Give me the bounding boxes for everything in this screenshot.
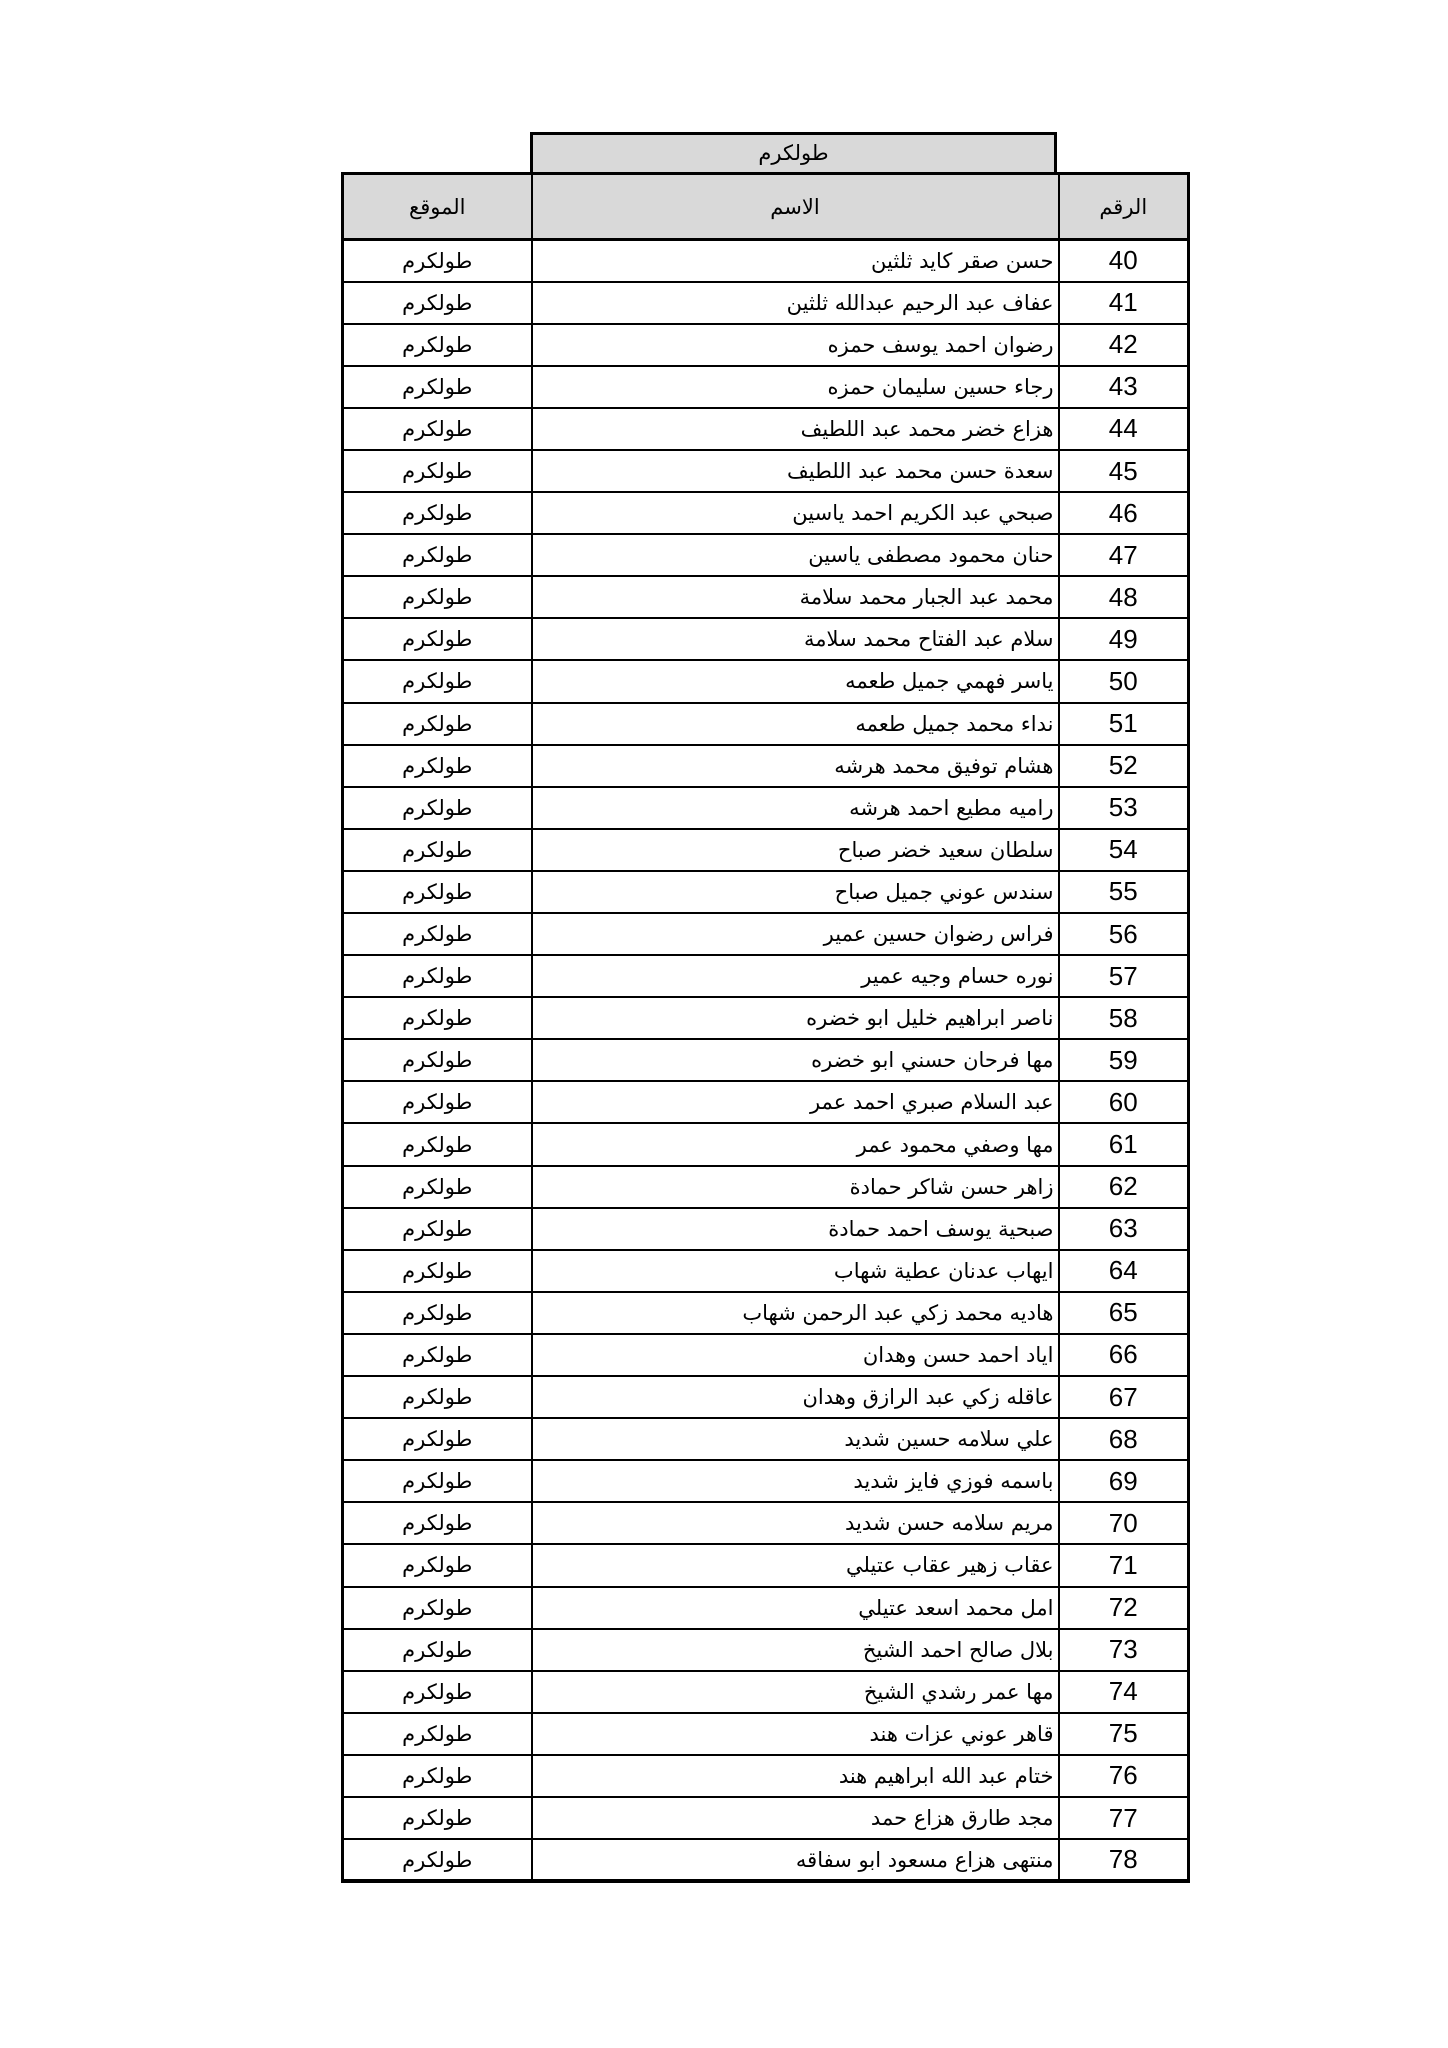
table-row xyxy=(343,1629,1189,1671)
location-cell: طولكرم xyxy=(343,997,532,1039)
location-cell: طولكرم xyxy=(343,282,532,324)
person-name-cell: سلطان سعيد خضر صباح xyxy=(532,829,1059,871)
person-name-cell: باسمه فوزي فايز شديد xyxy=(532,1460,1059,1502)
person-name-cell: هشام توفيق محمد هرشه xyxy=(532,745,1059,787)
table-row xyxy=(343,660,1189,702)
row-number-cell: 62 xyxy=(1059,1166,1189,1208)
location-cell: طولكرم xyxy=(343,745,532,787)
row-number-cell: 70 xyxy=(1059,1502,1189,1544)
location-cell: طولكرم xyxy=(343,1292,532,1334)
person-name-cell: ناصر ابراهيم خليل ابو خضره xyxy=(532,997,1059,1039)
person-name-cell: عاقله زكي عبد الرازق وهدان xyxy=(532,1376,1059,1418)
location-cell: طولكرم xyxy=(343,1460,532,1502)
location-cell: طولكرم xyxy=(343,240,532,282)
table-row xyxy=(343,576,1189,618)
location-cell: طولكرم xyxy=(343,703,532,745)
location-cell: طولكرم xyxy=(343,1039,532,1081)
table-row xyxy=(343,324,1189,366)
table-row xyxy=(343,955,1189,997)
table-row xyxy=(343,1755,1189,1797)
table-row xyxy=(343,492,1189,534)
table-row xyxy=(343,1797,1189,1839)
person-name-cell: نوره حسام وجيه عمير xyxy=(532,955,1059,997)
person-name-cell: قاهر عوني عزات هند xyxy=(532,1713,1059,1755)
person-name-cell: اياد احمد حسن وهدان xyxy=(532,1334,1059,1376)
table-row xyxy=(343,913,1189,955)
table-row xyxy=(343,1544,1189,1586)
location-cell: طولكرم xyxy=(343,1587,532,1629)
row-number-cell: 50 xyxy=(1059,660,1189,702)
table-row xyxy=(343,1671,1189,1713)
location-cell: طولكرم xyxy=(343,1166,532,1208)
person-name-cell: راميه مطيع احمد هرشه xyxy=(532,787,1059,829)
location-cell: طولكرم xyxy=(343,913,532,955)
location-cell: طولكرم xyxy=(343,955,532,997)
location-cell: طولكرم xyxy=(343,787,532,829)
row-number-cell: 52 xyxy=(1059,745,1189,787)
person-name-cell: رضوان احمد يوسف حمزه xyxy=(532,324,1059,366)
person-name-cell: صبحي عبد الكريم احمد ياسين xyxy=(532,492,1059,534)
table-row xyxy=(343,1208,1189,1250)
person-name-cell: عفاف عبد الرحيم عبدالله ثلثين xyxy=(532,282,1059,324)
person-name-cell: حنان محمود مصطفى ياسين xyxy=(532,534,1059,576)
location-cell: طولكرم xyxy=(343,1671,532,1713)
person-name-cell: سلام عبد الفتاح محمد سلامة xyxy=(532,618,1059,660)
row-number-cell: 54 xyxy=(1059,829,1189,871)
name-column-header: الاسم xyxy=(532,174,1059,240)
location-cell: طولكرم xyxy=(343,1755,532,1797)
table-row xyxy=(343,745,1189,787)
row-number-cell: 73 xyxy=(1059,1629,1189,1671)
location-cell: طولكرم xyxy=(343,1081,532,1123)
row-number-cell: 76 xyxy=(1059,1755,1189,1797)
person-name-cell: مها فرحان حسني ابو خضره xyxy=(532,1039,1059,1081)
location-cell: طولكرم xyxy=(343,618,532,660)
person-name-cell: بلال صالح احمد الشيخ xyxy=(532,1629,1059,1671)
location-cell: طولكرم xyxy=(343,1250,532,1292)
row-number-cell: 72 xyxy=(1059,1587,1189,1629)
location-cell: طولكرم xyxy=(343,871,532,913)
person-name-cell: نداء محمد جميل طعمه xyxy=(532,703,1059,745)
person-name-cell: عقاب زهير عقاب عتيلي xyxy=(532,1544,1059,1586)
location-cell: طولكرم xyxy=(343,408,532,450)
row-number-cell: 75 xyxy=(1059,1713,1189,1755)
row-number-cell: 45 xyxy=(1059,450,1189,492)
location-cell: طولكرم xyxy=(343,1544,532,1586)
location-column-header: الموقع xyxy=(343,174,532,240)
person-name-cell: امل محمد اسعد عتيلي xyxy=(532,1587,1059,1629)
table-row xyxy=(343,366,1189,408)
table-row xyxy=(343,871,1189,913)
table-row xyxy=(343,450,1189,492)
table-row xyxy=(343,997,1189,1039)
header-row xyxy=(343,174,1189,240)
person-name-cell: صبحية يوسف احمد حمادة xyxy=(532,1208,1059,1250)
row-number-cell: 60 xyxy=(1059,1081,1189,1123)
location-cell: طولكرم xyxy=(343,576,532,618)
row-number-cell: 53 xyxy=(1059,787,1189,829)
table-row xyxy=(343,618,1189,660)
person-name-cell: ختام عبد الله ابراهيم هند xyxy=(532,1755,1059,1797)
row-number-cell: 67 xyxy=(1059,1376,1189,1418)
row-number-cell: 58 xyxy=(1059,997,1189,1039)
row-number-cell: 55 xyxy=(1059,871,1189,913)
table-row xyxy=(343,829,1189,871)
person-name-cell: ايهاب عدنان عطية شهاب xyxy=(532,1250,1059,1292)
row-number-cell: 46 xyxy=(1059,492,1189,534)
person-name-cell: فراس رضوان حسين عمير xyxy=(532,913,1059,955)
table-row xyxy=(343,1039,1189,1081)
person-name-cell: مجد طارق هزاع حمد xyxy=(532,1797,1059,1839)
location-cell: طولكرم xyxy=(343,829,532,871)
location-cell: طولكرم xyxy=(343,1713,532,1755)
table-row xyxy=(343,240,1189,282)
location-cell: طولكرم xyxy=(343,366,532,408)
table-row xyxy=(343,1292,1189,1334)
location-cell: طولكرم xyxy=(343,534,532,576)
table-row xyxy=(343,1081,1189,1123)
row-number-cell: 68 xyxy=(1059,1418,1189,1460)
table-row xyxy=(343,408,1189,450)
table-row xyxy=(343,1460,1189,1502)
table-row xyxy=(343,1376,1189,1418)
person-name-cell: علي سلامه حسين شديد xyxy=(532,1418,1059,1460)
location-cell: طولكرم xyxy=(343,324,532,366)
location-cell: طولكرم xyxy=(343,1839,532,1881)
person-name-cell: مها عمر رشدي الشيخ xyxy=(532,1671,1059,1713)
row-number-cell: 69 xyxy=(1059,1460,1189,1502)
row-number-cell: 57 xyxy=(1059,955,1189,997)
location-cell: طولكرم xyxy=(343,1629,532,1671)
table-row xyxy=(343,1502,1189,1544)
location-cell: طولكرم xyxy=(343,1334,532,1376)
table-row xyxy=(343,1250,1189,1292)
person-name-cell: منتهى هزاع مسعود ابو سفاقه xyxy=(532,1839,1059,1881)
person-name-cell: ياسر فهمي جميل طعمه xyxy=(532,660,1059,702)
person-name-cell: محمد عبد الجبار محمد سلامة xyxy=(532,576,1059,618)
row-number-cell: 40 xyxy=(1059,240,1189,282)
row-number-cell: 74 xyxy=(1059,1671,1189,1713)
table-row xyxy=(343,787,1189,829)
person-name-cell: سندس عوني جميل صباح xyxy=(532,871,1059,913)
row-number-cell: 41 xyxy=(1059,282,1189,324)
row-number-cell: 63 xyxy=(1059,1208,1189,1250)
row-number-cell: 49 xyxy=(1059,618,1189,660)
location-cell: طولكرم xyxy=(343,492,532,534)
row-number-cell: 78 xyxy=(1059,1839,1189,1881)
row-number-cell: 56 xyxy=(1059,913,1189,955)
row-number-cell: 42 xyxy=(1059,324,1189,366)
location-cell: طولكرم xyxy=(343,1797,532,1839)
person-name-cell: مريم سلامه حسن شديد xyxy=(532,1502,1059,1544)
table-row xyxy=(343,1713,1189,1755)
table-row xyxy=(343,1166,1189,1208)
table-row xyxy=(343,703,1189,745)
person-name-cell: سعدة حسن محمد عبد اللطيف xyxy=(532,450,1059,492)
row-number-cell: 48 xyxy=(1059,576,1189,618)
row-number-cell: 51 xyxy=(1059,703,1189,745)
table-row xyxy=(343,1839,1189,1881)
location-cell: طولكرم xyxy=(343,660,532,702)
table-row xyxy=(343,1418,1189,1460)
row-number-cell: 77 xyxy=(1059,1797,1189,1839)
person-name-cell: زاهر حسن شاكر حمادة xyxy=(532,1166,1059,1208)
row-number-cell: 59 xyxy=(1059,1039,1189,1081)
table-row xyxy=(343,1587,1189,1629)
row-number-cell: 64 xyxy=(1059,1250,1189,1292)
location-cell: طولكرم xyxy=(343,1123,532,1165)
location-cell: طولكرم xyxy=(343,1208,532,1250)
row-number-cell: 44 xyxy=(1059,408,1189,450)
location-cell: طولكرم xyxy=(343,1502,532,1544)
location-cell: طولكرم xyxy=(343,1418,532,1460)
table-row xyxy=(343,1334,1189,1376)
row-number-cell: 66 xyxy=(1059,1334,1189,1376)
table-row xyxy=(343,534,1189,576)
governorate-group-header: طولكرم xyxy=(530,132,1057,172)
row-number-cell: 71 xyxy=(1059,1544,1189,1586)
row-number-cell: 43 xyxy=(1059,366,1189,408)
location-cell: طولكرم xyxy=(343,450,532,492)
person-name-cell: هاديه محمد زكي عبد الرحمن شهاب xyxy=(532,1292,1059,1334)
row-number-cell: 65 xyxy=(1059,1292,1189,1334)
names-table xyxy=(341,172,1190,1883)
person-name-cell: حسن صقر كايد ثلثين xyxy=(532,240,1059,282)
table-row xyxy=(343,282,1189,324)
person-name-cell: هزاع خضر محمد عبد اللطيف xyxy=(532,408,1059,450)
number-column-header: الرقم xyxy=(1059,174,1189,240)
table-row xyxy=(343,1123,1189,1165)
location-cell: طولكرم xyxy=(343,1376,532,1418)
person-name-cell: رجاء حسين سليمان حمزه xyxy=(532,366,1059,408)
row-number-cell: 61 xyxy=(1059,1123,1189,1165)
row-number-cell: 47 xyxy=(1059,534,1189,576)
person-name-cell: مها وصفي محمود عمر xyxy=(532,1123,1059,1165)
person-name-cell: عبد السلام صبري احمد عمر xyxy=(532,1081,1059,1123)
